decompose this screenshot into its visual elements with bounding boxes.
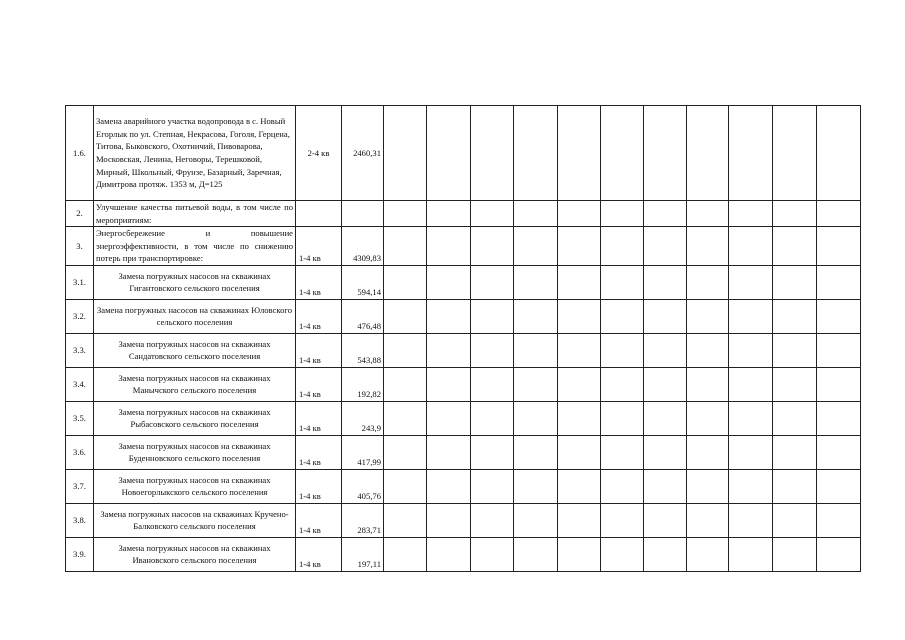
- row-number: 3.1.: [66, 265, 94, 299]
- empty-cell: [644, 265, 687, 299]
- empty-cell: [773, 435, 817, 469]
- empty-cell: [773, 503, 817, 537]
- row-number: 3.2.: [66, 299, 94, 333]
- row-period: 1-4 кв: [296, 503, 342, 537]
- empty-cell: [427, 201, 471, 227]
- empty-cell: [471, 201, 514, 227]
- empty-cell: [817, 299, 861, 333]
- table-row: [66, 201, 861, 227]
- empty-cell: [384, 201, 427, 227]
- empty-cell: [817, 201, 861, 227]
- row-period: 1-4 кв: [296, 299, 342, 333]
- empty-cell: [644, 299, 687, 333]
- empty-cell: [729, 106, 773, 201]
- empty-cell: [601, 401, 644, 435]
- empty-cell: [773, 201, 817, 227]
- empty-cell: [644, 503, 687, 537]
- row-amount: 197,11: [342, 537, 384, 571]
- empty-cell: [514, 333, 558, 367]
- empty-cell: [558, 227, 601, 266]
- empty-cell: [729, 469, 773, 503]
- empty-cell: [817, 401, 861, 435]
- empty-cell: [729, 401, 773, 435]
- row-description: Замена погружных насосов на скважинах Юловского сельского поселения: [94, 299, 296, 333]
- row-amount: 4309,83: [342, 227, 384, 266]
- empty-cell: [644, 537, 687, 571]
- table-row: [66, 367, 861, 401]
- empty-cell: [687, 537, 729, 571]
- empty-cell: [687, 106, 729, 201]
- row-description: Замена погружных насосов на скважинах Буденновского сельского поселения: [94, 435, 296, 469]
- table-row: [66, 435, 861, 469]
- table-row: [66, 227, 861, 266]
- empty-cell: [729, 201, 773, 227]
- empty-cell: [601, 201, 644, 227]
- empty-cell: [773, 367, 817, 401]
- empty-cell: [687, 401, 729, 435]
- empty-cell: [558, 367, 601, 401]
- empty-cell: [514, 367, 558, 401]
- row-period: 2-4 кв: [296, 106, 342, 201]
- row-period: 1-4 кв: [296, 265, 342, 299]
- row-period: 1-4 кв: [296, 469, 342, 503]
- empty-cell: [773, 537, 817, 571]
- row-number: 3.: [66, 227, 94, 266]
- row-amount: 243,9: [342, 401, 384, 435]
- empty-cell: [773, 333, 817, 367]
- table-row: [66, 299, 861, 333]
- empty-cell: [384, 106, 427, 201]
- empty-cell: [729, 503, 773, 537]
- empty-cell: [427, 469, 471, 503]
- row-number: 3.3.: [66, 333, 94, 367]
- empty-cell: [427, 265, 471, 299]
- empty-cell: [384, 227, 427, 266]
- empty-cell: [773, 469, 817, 503]
- empty-cell: [729, 333, 773, 367]
- row-number: 3.6.: [66, 435, 94, 469]
- row-period: 1-4 кв: [296, 333, 342, 367]
- empty-cell: [558, 201, 601, 227]
- empty-cell: [471, 401, 514, 435]
- row-amount: [342, 201, 384, 227]
- empty-cell: [514, 469, 558, 503]
- empty-cell: [817, 227, 861, 266]
- row-description: Замена погружных насосов на скважинах Сандатовского сельского поселения: [94, 333, 296, 367]
- empty-cell: [601, 227, 644, 266]
- empty-cell: [817, 537, 861, 571]
- table-row: [66, 333, 861, 367]
- empty-cell: [773, 106, 817, 201]
- table-row: [66, 106, 861, 201]
- empty-cell: [817, 265, 861, 299]
- row-number: 1.6.: [66, 106, 94, 201]
- row-amount: 476,48: [342, 299, 384, 333]
- empty-cell: [384, 333, 427, 367]
- row-description: Замена погружных насосов на скважинах Рыбасовского сельского поселения: [94, 401, 296, 435]
- row-number: 2.: [66, 201, 94, 227]
- empty-cell: [384, 401, 427, 435]
- empty-cell: [427, 299, 471, 333]
- empty-cell: [644, 469, 687, 503]
- measures-table: [65, 105, 861, 572]
- empty-cell: [817, 435, 861, 469]
- row-number: 3.9.: [66, 537, 94, 571]
- empty-cell: [817, 333, 861, 367]
- empty-cell: [384, 367, 427, 401]
- empty-cell: [817, 503, 861, 537]
- row-amount: 283,71: [342, 503, 384, 537]
- empty-cell: [601, 333, 644, 367]
- empty-cell: [644, 227, 687, 266]
- empty-cell: [558, 503, 601, 537]
- empty-cell: [558, 333, 601, 367]
- empty-cell: [729, 367, 773, 401]
- empty-cell: [427, 227, 471, 266]
- row-number: 3.8.: [66, 503, 94, 537]
- empty-cell: [644, 367, 687, 401]
- empty-cell: [514, 401, 558, 435]
- empty-cell: [644, 435, 687, 469]
- table-row: [66, 265, 861, 299]
- empty-cell: [514, 435, 558, 469]
- empty-cell: [644, 201, 687, 227]
- empty-cell: [471, 469, 514, 503]
- table-row: [66, 537, 861, 571]
- empty-cell: [601, 503, 644, 537]
- empty-cell: [471, 106, 514, 201]
- row-amount: 594,14: [342, 265, 384, 299]
- empty-cell: [817, 469, 861, 503]
- empty-cell: [687, 265, 729, 299]
- row-description: Замена погружных насосов на скважинах Гигантовского сельского поселения: [94, 265, 296, 299]
- empty-cell: [558, 299, 601, 333]
- row-description: Замена аварийного участка водопровода в с. Новый Егорлык по ул. Степная, Некрасова, Гоголя, Герцена, Титова, Быковского, Охотничий, Пивоварова, Московская, Ленина, Неговоры, Терешковой, Мирный, Школьный, Фрунзе, Базарный, Заречная, Димитрова протяж. 1353 м, Д=125: [94, 106, 296, 201]
- empty-cell: [514, 299, 558, 333]
- row-period: [296, 201, 342, 227]
- row-period: 1-4 кв: [296, 435, 342, 469]
- empty-cell: [471, 367, 514, 401]
- empty-cell: [471, 265, 514, 299]
- empty-cell: [471, 503, 514, 537]
- empty-cell: [471, 299, 514, 333]
- empty-cell: [427, 503, 471, 537]
- row-period: 1-4 кв: [296, 401, 342, 435]
- row-amount: 417,99: [342, 435, 384, 469]
- empty-cell: [427, 106, 471, 201]
- row-description: Замена погружных насосов на скважинах Ивановского сельского поселения: [94, 537, 296, 571]
- table-row: [66, 401, 861, 435]
- empty-cell: [558, 469, 601, 503]
- empty-cell: [687, 227, 729, 266]
- empty-cell: [514, 265, 558, 299]
- empty-cell: [558, 106, 601, 201]
- empty-cell: [601, 435, 644, 469]
- row-period: 1-4 кв: [296, 227, 342, 266]
- empty-cell: [427, 537, 471, 571]
- row-description: Энергосбережение и повышение энергоэффективности, в том числе по снижению потерь при транспортировке:: [94, 227, 296, 266]
- empty-cell: [817, 106, 861, 201]
- row-amount: 192,82: [342, 367, 384, 401]
- empty-cell: [687, 367, 729, 401]
- empty-cell: [601, 367, 644, 401]
- empty-cell: [427, 435, 471, 469]
- empty-cell: [514, 201, 558, 227]
- row-period: 1-4 кв: [296, 537, 342, 571]
- row-period: 1-4 кв: [296, 367, 342, 401]
- row-amount: 2460,31: [342, 106, 384, 201]
- empty-cell: [384, 503, 427, 537]
- row-number: 3.5.: [66, 401, 94, 435]
- empty-cell: [427, 333, 471, 367]
- table-row: [66, 503, 861, 537]
- empty-cell: [687, 201, 729, 227]
- empty-cell: [687, 299, 729, 333]
- empty-cell: [687, 333, 729, 367]
- empty-cell: [687, 469, 729, 503]
- row-description: Замена погружных насосов на скважинах Манычского сельского поселения: [94, 367, 296, 401]
- empty-cell: [729, 537, 773, 571]
- row-description: Замена погружных насосов на скважинах Кручено-Балковского сельского поселения: [94, 503, 296, 537]
- empty-cell: [601, 265, 644, 299]
- empty-cell: [514, 503, 558, 537]
- empty-cell: [773, 227, 817, 266]
- empty-cell: [773, 401, 817, 435]
- empty-cell: [601, 469, 644, 503]
- empty-cell: [601, 537, 644, 571]
- empty-cell: [384, 299, 427, 333]
- empty-cell: [687, 503, 729, 537]
- empty-cell: [601, 299, 644, 333]
- empty-cell: [514, 227, 558, 266]
- empty-cell: [773, 299, 817, 333]
- empty-cell: [514, 537, 558, 571]
- row-number: 3.7.: [66, 469, 94, 503]
- row-description: Замена погружных насосов на скважинах Новоегорлыкского сельского поселения: [94, 469, 296, 503]
- empty-cell: [601, 106, 644, 201]
- empty-cell: [729, 265, 773, 299]
- empty-cell: [514, 106, 558, 201]
- row-amount: 405,76: [342, 469, 384, 503]
- empty-cell: [384, 537, 427, 571]
- empty-cell: [384, 435, 427, 469]
- empty-cell: [817, 367, 861, 401]
- empty-cell: [471, 227, 514, 266]
- row-amount: 543,88: [342, 333, 384, 367]
- empty-cell: [471, 435, 514, 469]
- empty-cell: [644, 401, 687, 435]
- empty-cell: [558, 401, 601, 435]
- empty-cell: [471, 333, 514, 367]
- empty-cell: [558, 537, 601, 571]
- empty-cell: [687, 435, 729, 469]
- empty-cell: [427, 401, 471, 435]
- row-number: 3.4.: [66, 367, 94, 401]
- row-description: Улучшение качества питьевой воды, в том числе по мероприятиям:: [94, 201, 296, 227]
- empty-cell: [471, 537, 514, 571]
- empty-cell: [729, 435, 773, 469]
- empty-cell: [644, 333, 687, 367]
- empty-cell: [384, 265, 427, 299]
- empty-cell: [729, 227, 773, 266]
- table-row: [66, 469, 861, 503]
- empty-cell: [773, 265, 817, 299]
- empty-cell: [558, 265, 601, 299]
- empty-cell: [427, 367, 471, 401]
- empty-cell: [644, 106, 687, 201]
- empty-cell: [558, 435, 601, 469]
- empty-cell: [384, 469, 427, 503]
- empty-cell: [729, 299, 773, 333]
